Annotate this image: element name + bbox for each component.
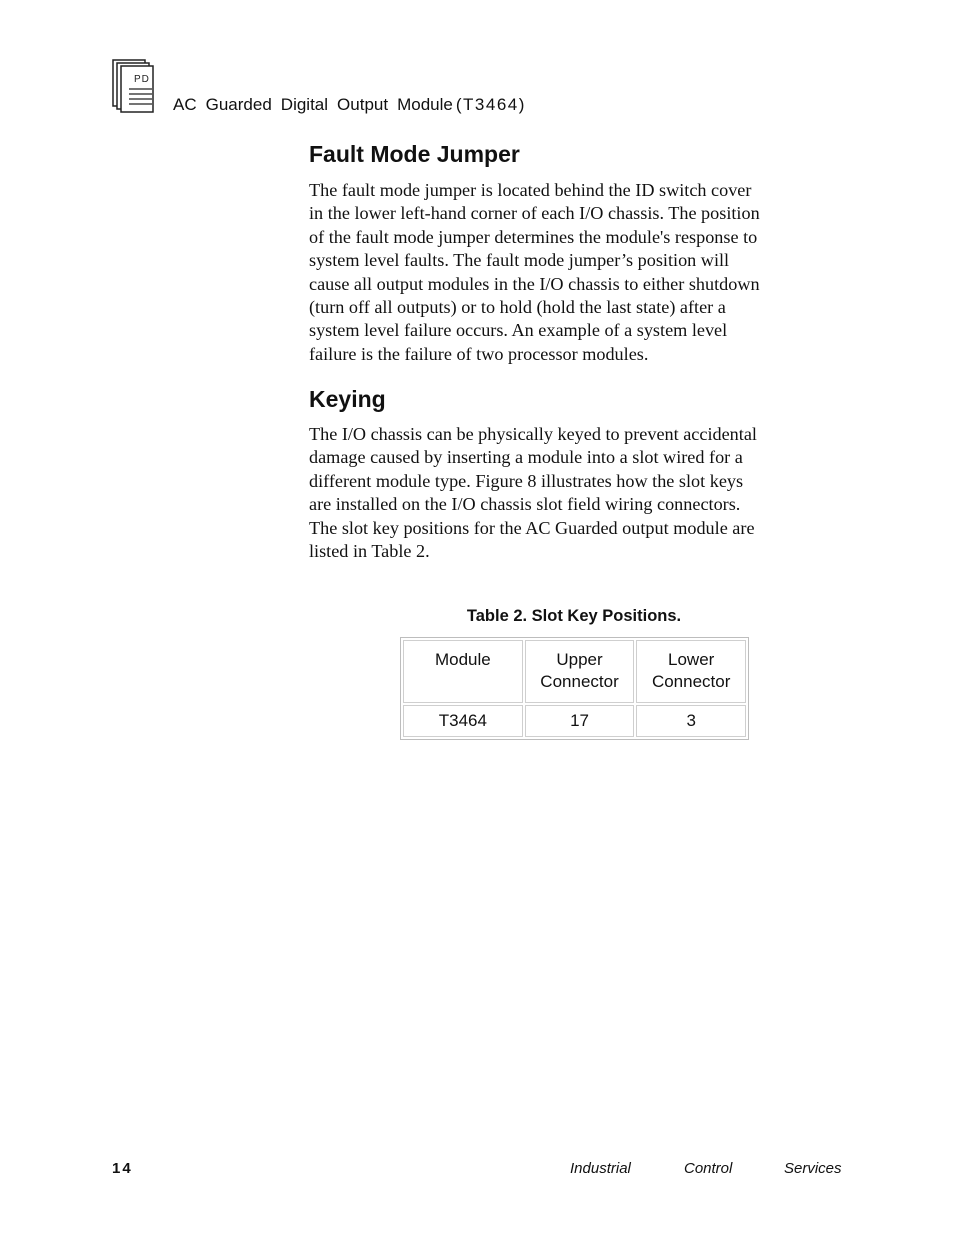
paragraph-line: listed in Table 2. (309, 541, 430, 562)
paragraph-line: system level failure occurs. An example of a system level (309, 320, 728, 341)
fault-mode-paragraph (309, 179, 849, 366)
section-heading-keying: Keying (309, 386, 386, 412)
page-number: 14 (112, 1160, 133, 1177)
header-word: Output (337, 95, 389, 114)
cell-upper-connector: 17 (525, 705, 635, 737)
paragraph-line: The fault mode jumper is located behind the ID switch cover (309, 180, 752, 200)
footer-word-services: Services (784, 1160, 842, 1177)
header-module-code: (T3464) (455, 95, 526, 114)
paragraph-line: failure is the failure of two processor modules. (309, 343, 649, 364)
paragraph-line: (turn off all outputs) or to hold (hold the last state) after a (309, 297, 726, 318)
table-header-row (403, 640, 746, 703)
header-cell-lower-connector (636, 640, 746, 703)
header-line: Connector (540, 672, 619, 691)
table-row (403, 705, 746, 737)
table-caption: Table 2. Slot Key Positions. (466, 607, 682, 625)
keying-paragraph (309, 423, 849, 563)
paragraph-line: system level faults. The fault mode jumper’s position will (309, 250, 730, 271)
paragraph-line: The slot key positions for the AC Guarded output module are (309, 517, 755, 538)
logo-text: PD (134, 74, 150, 85)
slot-key-table (400, 637, 749, 740)
header-word: Guarded (205, 95, 272, 114)
header-cell-upper-connector (525, 640, 635, 703)
running-header (173, 95, 526, 115)
cell-module: T3464 (403, 705, 523, 737)
paragraph-line: of the fault mode jumper determines the module's response to (309, 226, 758, 247)
header-line: Connector (651, 672, 731, 691)
header-cell-module (403, 640, 523, 703)
paragraph-line: different module type. Figure 8 illustrates how the slot keys (309, 470, 744, 491)
header-line: Lower (668, 650, 715, 669)
header-line: Module (434, 650, 491, 669)
footer-word-industrial: Industrial (570, 1160, 631, 1177)
document-stack-icon (112, 59, 156, 113)
paragraph-line: cause all output modules in the I/O chassis to either shutdown (309, 273, 760, 294)
header-line: Upper (556, 650, 603, 669)
paragraph-line: in the lower left-hand corner of each I/O chassis. The position (309, 203, 760, 224)
header-word: Digital (280, 95, 329, 114)
cell-lower-connector: 3 (636, 705, 746, 737)
paragraph-line: damage caused by inserting a module into a slot wired for a (309, 447, 743, 468)
section-heading-fault-mode-jumper: Fault Mode Jumper (309, 141, 520, 167)
paragraph-line: The I/O chassis can be physically keyed to prevent accidental (309, 424, 757, 444)
footer-word-control: Control (684, 1160, 733, 1177)
header-word: AC (173, 95, 197, 114)
header-word: Module (397, 95, 453, 114)
paragraph-line: are installed on the I/O chassis slot field wiring connectors. (309, 494, 741, 515)
